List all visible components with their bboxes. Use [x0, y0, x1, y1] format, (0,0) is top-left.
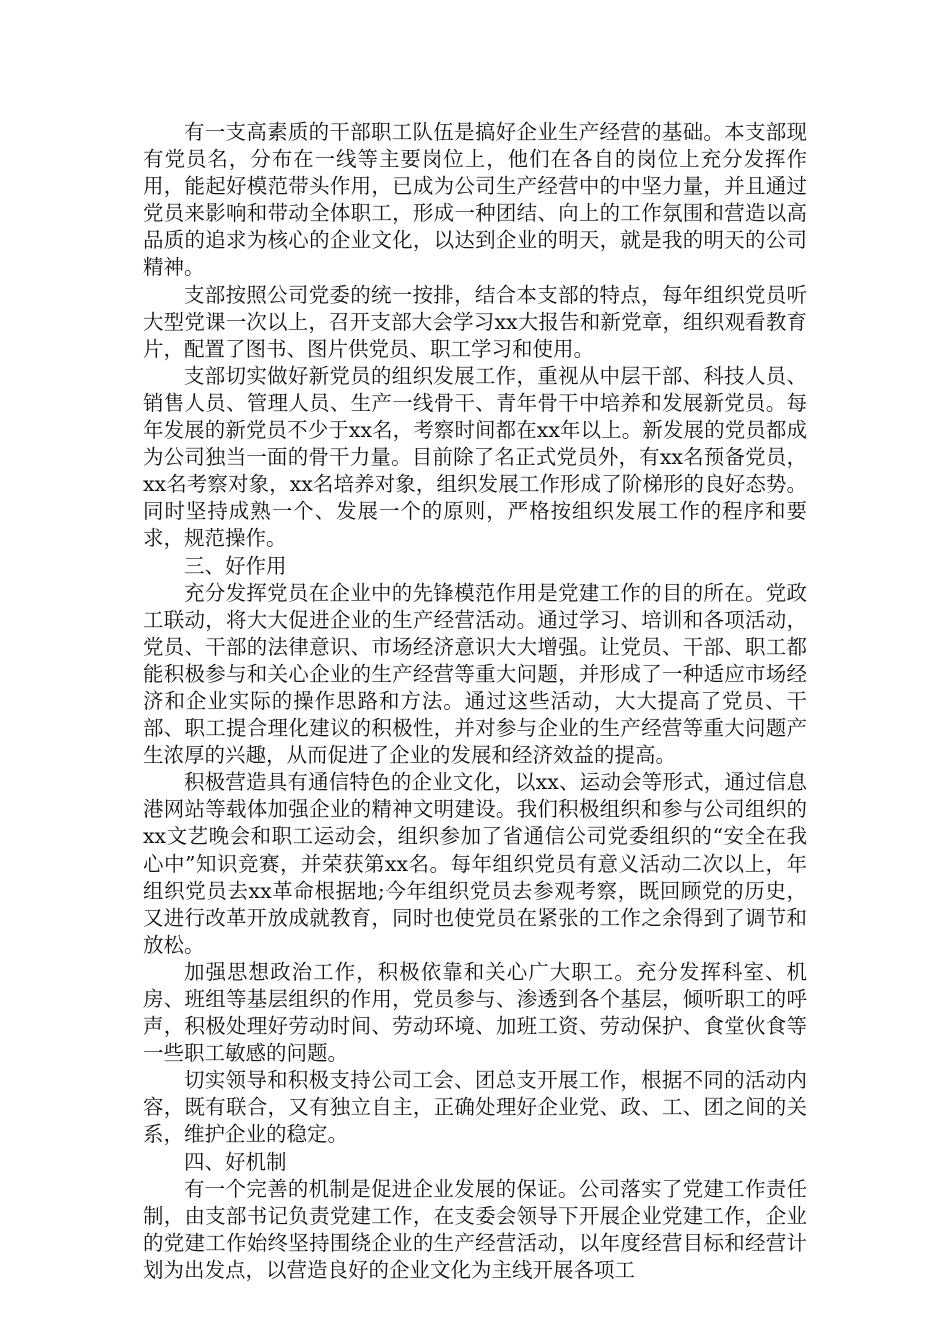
paragraph-ideological-work: 加强思想政治工作，积极依靠和关心广大职工。充分发挥科室、机房、班组等基层组织的作用，党员参与、渗透到各个基层，倾听职工的呼声，积极处理好劳动时间、劳动环境、加班工资、劳动保护、食堂伙食等一些职工敏感的问题。	[143, 959, 807, 1066]
paragraph-vanguard-role: 充分发挥党员在企业中的先锋模范作用是党建工作的目的所在。党政工联动，将大大促进企业的生产经营活动。通过学习、培训和各项活动，党员、干部的法律意识、市场经济意识大大增强。让党员、干部、职工都能积极参与和关心企业的生产经营等重大问题，并形成了一种适应市场经济和企业实际的操作思路和方法。通过这些活动，大大提高了党员、干部、职工提合理化建议的积极性，并对参与企业的生产经营等重大问题产生浓厚的兴趣，从而促进了企业的发展和经济效益的提高。	[143, 580, 807, 768]
document-body	[143, 119, 807, 1284]
paragraph-cadre-team: 有一支高素质的干部职工队伍是搞好企业生产经营的基础。本支部现有党员名，分布在一线等主要岗位上，他们在各自的岗位上充分发挥作用，能起好模范带头作用，已成为公司生产经营中的中坚力量，并且通过党员来影响和带动全体职工，形成一种团结、向上的工作氛围和营造以高品质的追求为核心的企业文化，以达到企业的明天，就是我的明天的公司精神。	[143, 120, 807, 280]
section-heading-mechanism: 四、好机制	[184, 1149, 287, 1174]
paragraph-mechanism: 有一个完善的机制是促进企业发展的保证。公司落实了党建工作责任制，由支部书记负责党建工作，在支委会领导下开展企业党建工作，企业的党建工作始终坚持围绕企业的生产经营活动，以年度经营目标和经营计划为出发点，以营造良好的企业文化为主线开展各项工	[143, 1176, 807, 1282]
paragraph-corporate-culture: 积极营造具有通信特色的企业文化，以xx、运动会等形式，通过信息港网站等载体加强企业的精神文明建设。我们积极组织和参与公司组织的xx文艺晚会和职工运动会，组织参加了省通信公司党委组织的“安全在我心中”知识竞赛，并荣获第xx名。每年组织党员有意义活动二次以上，年组织党员去xx革命根据地;今年组织党员去参观考察，既回顾党的历史，又进行改革开放成就教育，同时也使党员在紧张的工作之余得到了调节和放松。	[143, 770, 807, 957]
paragraph-member-development: 支部切实做好新党员的组织发展工作，重视从中层干部、科技人员、销售人员、管理人员、生产一线骨干、青年骨干中培养和发展新党员。每年发展的新党员不少于xx名，考察时间都在xx年以上。新发展的党员都成为公司独当一面的骨干力量。目前除了名正式党员外，有xx名预备党员，xx名考察对象，xx名培养对象，组织发展工作形成了阶梯形的良好态势。同时坚持成熟一个、发展一个的原则，严格按组织发展工作的程序和要求，规范操作。	[143, 363, 807, 551]
paragraph-party-study: 支部按照公司党委的统一按排，结合本支部的特点，每年组织党员听大型党课一次以上，召开支部大会学习xx大报告和新党章，组织观看教育片，配置了图书、图片供党员、职工学习和使用。	[143, 282, 807, 361]
paragraph-union-support: 切实领导和积极支持公司工会、团总支开展工作，根据不同的活动内容，既有联合，又有独立自主，正确处理好企业党、政、工、团之间的关系，维护企业的稳定。	[143, 1068, 807, 1147]
section-heading-role: 三、好作用	[184, 553, 287, 578]
